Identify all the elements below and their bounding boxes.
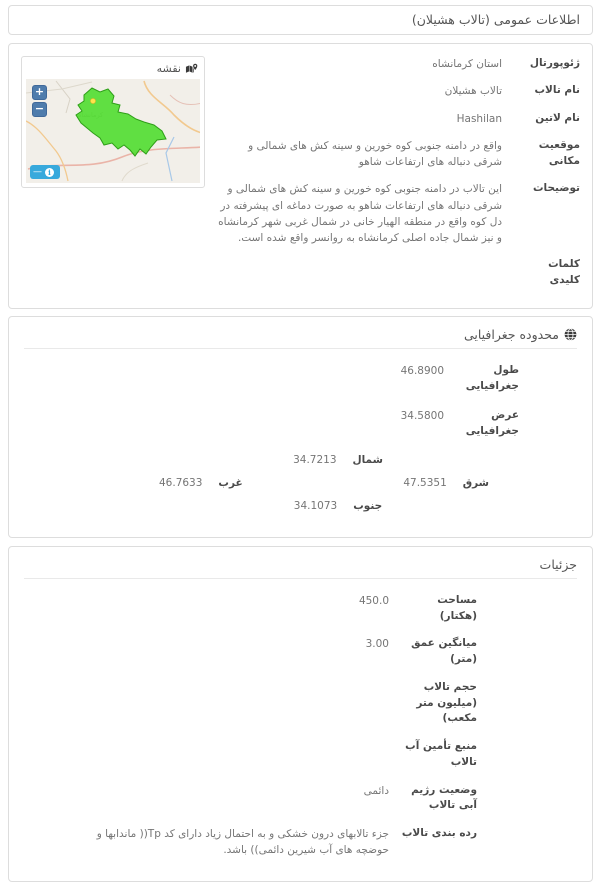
- field-row-keywords: [217, 257, 580, 289]
- field-value: جزء تالابهای درون خشکی و به احتمال زیاد دارای کد Tp(( ماندابها و حوضچه های آب شیرین دائمی)) باشد.: [96, 828, 389, 857]
- field-value: استان کرمانشاه: [432, 58, 502, 70]
- compass-south-row: [24, 500, 577, 512]
- west-value: 46.7633: [159, 476, 203, 489]
- attribution-dash: —: [33, 167, 42, 177]
- field-value: دائمی: [363, 784, 389, 797]
- compass-bounds: [24, 454, 577, 512]
- field-label: میانگین عمق (متر): [411, 637, 477, 666]
- map-card: [21, 56, 205, 188]
- zoom-in-button[interactable]: +: [32, 85, 47, 100]
- field-row-avg-depth: [24, 636, 577, 668]
- field-label: وضعیت رژیم آبی تالاب: [411, 783, 477, 812]
- page-title: اطلاعات عمومی (تالاب هشیلان): [411, 12, 580, 27]
- compass-north-row: [24, 454, 577, 466]
- field-row-volume: [24, 680, 577, 727]
- field-label: عرض جغرافیایی: [465, 409, 519, 438]
- map-title: نقشه: [156, 62, 181, 75]
- geo-section-title: محدوده جغرافیایی: [463, 326, 559, 342]
- field-value: 3.00: [365, 638, 389, 651]
- field-value: واقع در دامنه جنوبی کوه خورین و سینه کش های شمالی و شرقی دنباله های ارتفاعات شاهو: [248, 139, 502, 169]
- field-row-longitude: [24, 363, 577, 395]
- east-value: 47.5351: [403, 476, 447, 489]
- north-label: شمال: [352, 453, 383, 466]
- details-panel: [8, 546, 593, 882]
- details-section-title: جزئیات: [539, 556, 577, 572]
- field-label: ژئوپورتال: [529, 57, 580, 69]
- divider: [24, 578, 577, 579]
- field-label: منبع تأمین آب تالاب: [405, 740, 477, 768]
- map-marked-icon: [185, 63, 198, 75]
- field-row-location: [217, 138, 580, 171]
- general-info-panel: [8, 43, 593, 309]
- field-value: این تالاب در دامنه جنوبی کوه خورین و سینه کش های شمالی و شرقی دنباله های ارتفاعات شاهو به صورت دماغه ای پیشرفته در دل کوه واقع در منطقه الهیار خانی در شمال غربی شهر کرمانشاه و نیز شمال جاده اصلی کرمانشاه به روانسر واقع شده است.: [218, 183, 502, 245]
- field-label: نام لاتین: [535, 111, 580, 124]
- field-row-geoportal: [217, 56, 580, 72]
- north-value: 34.7213: [293, 453, 337, 466]
- field-row-description: [217, 181, 580, 246]
- field-value: تالاب هشیلان: [444, 85, 502, 98]
- field-label: نام تالاب: [534, 84, 580, 97]
- field-label: طول جغرافیایی: [465, 363, 519, 392]
- geographic-bounds-panel: [8, 316, 593, 538]
- field-row-latitude: [24, 408, 577, 440]
- map-zoom-controls: [32, 85, 47, 117]
- field-label: توضیحات: [532, 182, 580, 195]
- field-label: حجم تالاب (میلیون متر مکعب): [416, 680, 477, 725]
- field-label: رده بندی تالاب: [401, 827, 477, 840]
- general-fields: [205, 56, 580, 300]
- field-row-latin-name: [217, 111, 580, 127]
- field-value: 34.5800: [400, 410, 444, 423]
- field-value: Hashilan: [456, 112, 502, 125]
- globe-icon: [564, 328, 577, 341]
- map-attribution-button[interactable]: [30, 165, 60, 179]
- field-row-water-source: [24, 739, 577, 771]
- west-label: غرب: [218, 476, 243, 489]
- page-header: [8, 5, 593, 35]
- divider: [24, 348, 577, 349]
- map-viewport[interactable]: [26, 79, 200, 183]
- field-value: 450.0: [358, 594, 389, 607]
- field-label: کلمات کلیدی: [548, 258, 580, 287]
- south-value: 34.1073: [293, 499, 338, 512]
- field-label: موقعیت مکانی: [538, 138, 580, 167]
- compass-east-west-row: [24, 477, 577, 489]
- field-row-classification: [24, 826, 577, 859]
- field-row-wetland-name: [217, 83, 580, 99]
- zoom-out-button[interactable]: −: [32, 102, 47, 117]
- field-value: 46.8900: [400, 364, 444, 377]
- info-icon: i: [45, 168, 54, 177]
- field-row-water-regime: [24, 783, 577, 815]
- east-label: شرق: [462, 476, 489, 489]
- wetland-marker[interactable]: [90, 98, 95, 103]
- field-label: مساحت (هکتار): [437, 593, 477, 622]
- south-label: جنوب: [353, 499, 383, 512]
